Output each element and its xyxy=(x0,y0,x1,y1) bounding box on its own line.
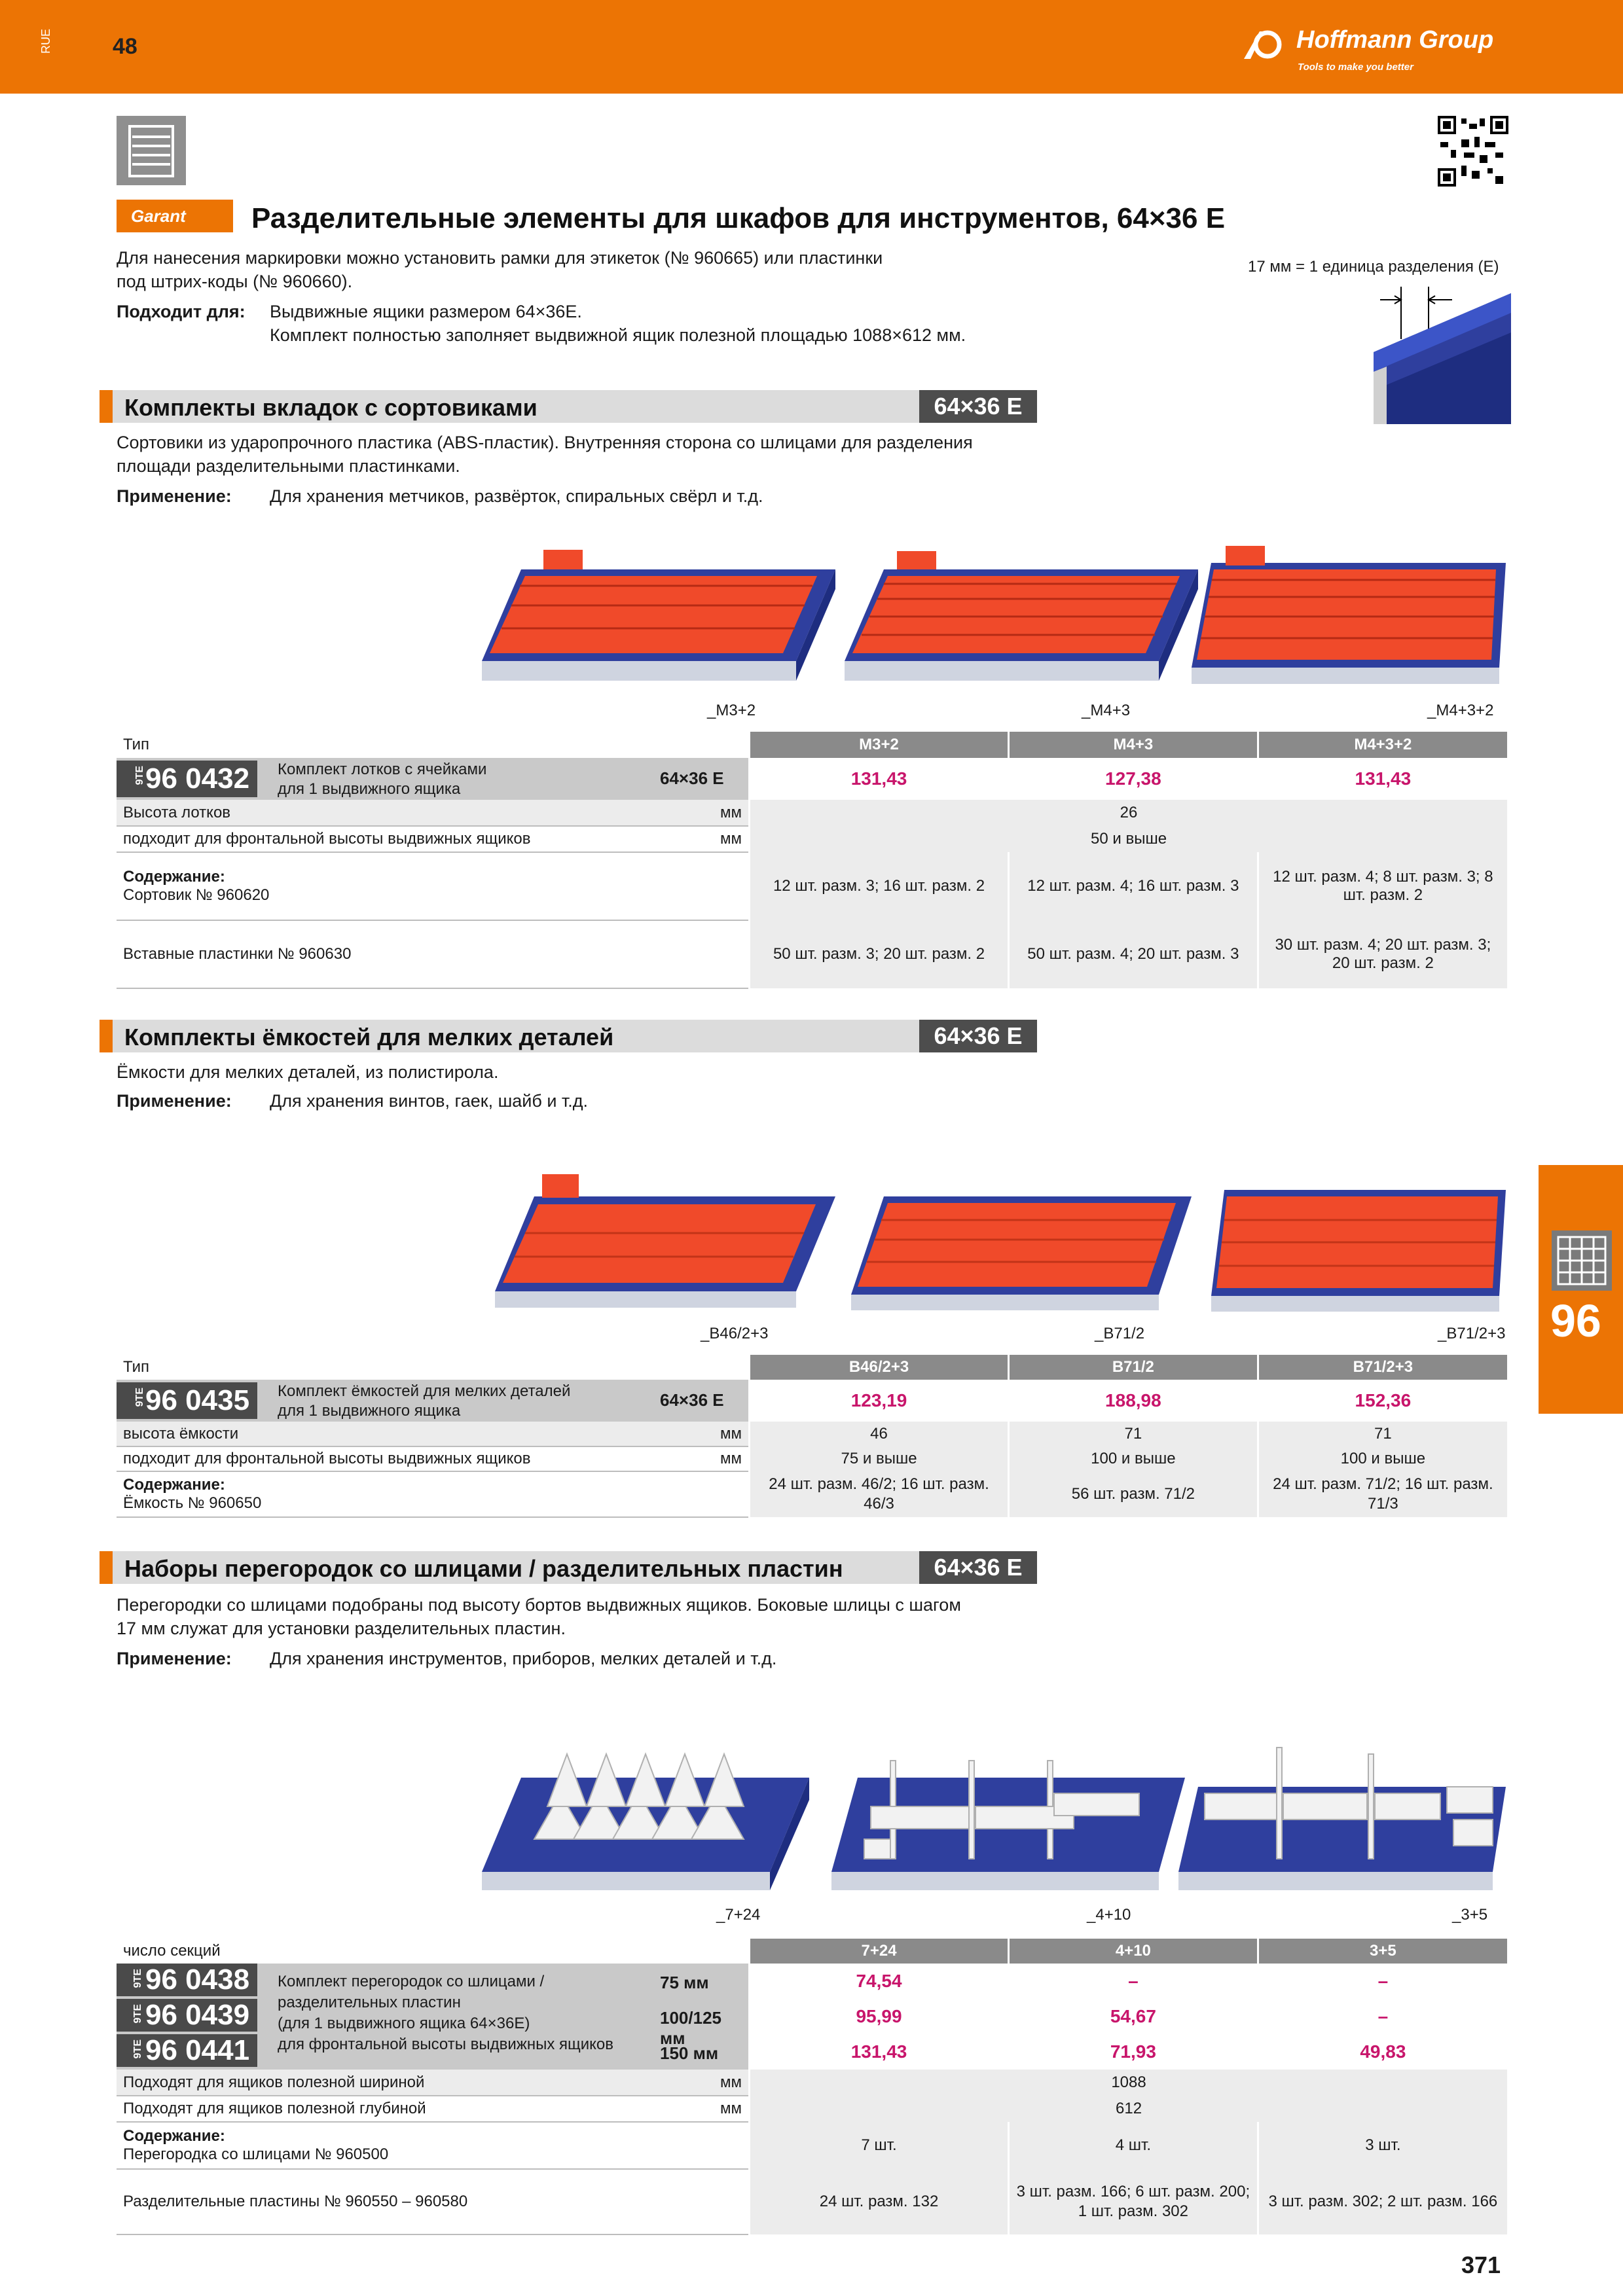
chapter-tab xyxy=(1539,1165,1623,1414)
s3-col-2: 4+10 xyxy=(1009,1939,1258,1964)
s2-height-row xyxy=(117,1422,750,1446)
fits-line-1: Выдвижные ящики размером 64×36E. xyxy=(270,302,582,321)
s1-table xyxy=(117,732,1507,989)
s1-front-row xyxy=(117,826,750,852)
s3-prod-desc-3: (для 1 выдвижного ящика 64×36E) xyxy=(278,2015,530,2032)
division-diagram xyxy=(1374,280,1511,424)
s1-sorter-label: Сортовик № 960620 xyxy=(123,886,270,904)
s1-prod-size: 64×36 E xyxy=(660,768,724,788)
s3-application: Для хранения инструментов, приборов, мелких деталей и т.д. xyxy=(270,1649,777,1668)
brand-tagline: Tools to make you better xyxy=(1298,62,1413,73)
section-1-accent xyxy=(100,390,113,423)
s1-sorter-2: 12 шт. разм. 4; 16 шт. разм. 3 xyxy=(1009,852,1258,920)
s1-front-value: 50 и выше xyxy=(750,826,1507,852)
section-header-1 xyxy=(100,390,1037,423)
s1-application: Для хранения метчиков, развёрток, спиральных свёрл и т.д. xyxy=(270,486,763,506)
s1-product-row xyxy=(117,758,750,800)
section-3-accent xyxy=(100,1551,113,1584)
product-image-m3-2 xyxy=(482,537,835,687)
section-3-size: 64×36 E xyxy=(919,1551,1037,1584)
s1-front-unit: мм xyxy=(720,830,742,848)
s1-sorter-1: 12 шт. разм. 3; 16 шт. разм. 2 xyxy=(750,852,1009,920)
s1-col-3: M4+3+2 xyxy=(1258,732,1507,758)
fits-label: Подходит для: xyxy=(117,302,246,321)
s2-front-2: 100 и выше xyxy=(1009,1446,1258,1471)
s2-height-label: высота ёмкости xyxy=(123,1424,239,1443)
s3-col-1: 7+24 xyxy=(750,1939,1009,1964)
s3-price-2-3: – xyxy=(1258,1999,1507,2034)
s2-front-label: подходит для фронтальной высоты выдвижных ящиков xyxy=(123,1450,531,1467)
section-1-title: Комплекты вкладок с сортовиками xyxy=(124,394,538,421)
s3-product-rows xyxy=(117,1964,750,2070)
section-2-size: 64×36 E xyxy=(919,1020,1037,1052)
s3-price-3-3: 49,83 xyxy=(1258,2034,1507,2070)
s3-width-row xyxy=(117,2070,750,2096)
s3-price-3-1: 131,43 xyxy=(750,2034,1009,2070)
product-image-4-10 xyxy=(831,1741,1185,1892)
s1-prod-desc-2: для 1 выдвижного ящика xyxy=(278,780,461,798)
language-code: RUE xyxy=(39,28,52,54)
s2-col-1: B46/2+3 xyxy=(750,1355,1009,1380)
s1-plates-3: 30 шт. разм. 4; 20 шт. разм. 3; 20 шт. разм. 2 xyxy=(1258,920,1507,988)
cabinet-icon xyxy=(117,116,186,185)
page-number-right: 371 xyxy=(1461,2251,1501,2278)
s3-depth-value: 612 xyxy=(750,2096,1507,2122)
brand-logo xyxy=(1244,25,1506,77)
section-1-size: 64×36 E xyxy=(919,390,1037,423)
product-number: 96 0439 xyxy=(145,1999,250,2031)
s2-height-2: 71 xyxy=(1009,1422,1258,1446)
s3-price-1-1: 74,54 xyxy=(750,1964,1009,1999)
product-prefix: 9TE xyxy=(134,1388,145,1407)
s3-width-value: 1088 xyxy=(750,2070,1507,2096)
s3-plates-3: 3 шт. разм. 302; 2 шт. разм. 166 xyxy=(1258,2169,1507,2234)
s2-front-row xyxy=(117,1446,750,1471)
s2-caption-1: _B46/2+3 xyxy=(701,1325,769,1342)
s1-plates-row xyxy=(117,920,750,988)
s3-part-1: 7 шт. xyxy=(750,2122,1009,2169)
s2-height-3: 71 xyxy=(1258,1422,1507,1446)
s3-part-2: 4 шт. xyxy=(1009,2122,1258,2169)
s3-prod-desc-2: разделительных пластин xyxy=(278,1994,461,2011)
product-prefix: 9TE xyxy=(132,1969,143,1988)
s1-content-label: Содержание: xyxy=(123,868,225,886)
s3-col-3: 3+5 xyxy=(1258,1939,1507,1964)
s3-price-1-2: – xyxy=(1009,1964,1258,1999)
s1-col-1: M3+2 xyxy=(750,732,1009,758)
s2-application-label: Применение: xyxy=(117,1091,232,1111)
grid-icon xyxy=(1552,1230,1612,1291)
s1-sorter-3: 12 шт. разм. 4; 8 шт. разм. 3; 8 шт. разм. 2 xyxy=(1258,852,1507,920)
s1-price-2: 127,38 xyxy=(1009,758,1258,800)
s1-height-unit: мм xyxy=(720,803,742,821)
s3-price-2-1: 95,99 xyxy=(750,1999,1009,2034)
s2-col-2: B71/2 xyxy=(1009,1355,1258,1380)
s1-plates-label: Вставные пластинки № 960630 xyxy=(123,945,352,963)
s3-depth-row xyxy=(117,2096,750,2122)
s3-partition-label: Перегородка со шлицами № 960500 xyxy=(123,2145,389,2163)
s2-prod-desc-2: для 1 выдвижного ящика xyxy=(278,1402,461,1420)
s2-front-3: 100 и выше xyxy=(1258,1446,1507,1471)
product-number-badge xyxy=(117,1999,257,2032)
s1-caption-1: _M3+2 xyxy=(707,702,756,719)
s1-prod-desc-1: Комплект лотков с ячейками xyxy=(278,761,487,778)
s2-container-label: Ёмкость № 960650 xyxy=(123,1494,262,1512)
product-image-3-5 xyxy=(1178,1741,1506,1892)
division-unit-caption: 17 мм = 1 единица разделения (E) xyxy=(1248,258,1499,276)
chapter-number: 96 xyxy=(1550,1295,1601,1346)
s2-price-2: 188,98 xyxy=(1009,1380,1258,1422)
s2-type-label: Тип xyxy=(117,1355,750,1380)
product-number: 96 0435 xyxy=(145,1384,250,1416)
s2-front-1: 75 и выше xyxy=(750,1446,1009,1471)
product-number: 96 0441 xyxy=(145,2034,250,2066)
fits-line-2: Комплект полностью заполняет выдвижной ящик полезной площадью 1088×612 мм. xyxy=(270,325,966,345)
section-2-accent xyxy=(100,1020,113,1052)
s1-application-label: Применение: xyxy=(117,486,232,506)
product-number: 96 0432 xyxy=(145,762,250,795)
s1-desc-1: Сортовики из ударопрочного пластика (ABS-пластик). Внутренняя сторона со шлицами для разделения xyxy=(117,433,973,452)
garant-logo xyxy=(117,200,233,232)
product-prefix: 9TE xyxy=(132,2039,143,2059)
s3-prod-h-2: 100/125 мм xyxy=(660,2008,721,2048)
s2-cont-2: 56 шт. разм. 71/2 xyxy=(1009,1471,1258,1517)
brand-logo-icon xyxy=(1244,29,1291,60)
s3-type-label: число секций xyxy=(117,1939,750,1964)
s2-price-1: 123,19 xyxy=(750,1380,1009,1422)
s3-width-unit: мм xyxy=(720,2073,742,2091)
product-image-b71-2-3 xyxy=(1211,1170,1506,1314)
s2-prod-desc-1: Комплект ёмкостей для мелких деталей xyxy=(278,1382,571,1400)
s2-cont-3: 24 шт. разм. 71/2; 16 шт. разм. 71/3 xyxy=(1258,1471,1507,1517)
s1-sorter-row xyxy=(117,852,750,920)
product-image-b71-2 xyxy=(851,1170,1192,1314)
s2-table xyxy=(117,1355,1507,1518)
s3-prod-desc-1: Комплект перегородок со шлицами / xyxy=(278,1973,545,1990)
s1-caption-3: _M4+3+2 xyxy=(1427,702,1494,719)
s2-height-1: 46 xyxy=(750,1422,1009,1446)
s2-product-row xyxy=(117,1380,750,1422)
s2-price-3: 152,36 xyxy=(1258,1380,1507,1422)
product-image-m4-3-2 xyxy=(1192,537,1506,687)
s2-height-unit: мм xyxy=(720,1424,742,1443)
section-header-2 xyxy=(100,1020,1037,1052)
brand-name: Hoffmann Group xyxy=(1296,26,1494,54)
s3-prod-h-3: 150 мм xyxy=(660,2043,719,2063)
section-2-title: Комплекты ёмкостей для мелких деталей xyxy=(124,1024,614,1050)
s2-caption-3: _B71/2+3 xyxy=(1438,1325,1506,1342)
s3-desc-2: 17 мм служат для установки разделительных пластин. xyxy=(117,1619,566,1638)
product-number-badge xyxy=(117,761,257,797)
s3-prod-h-1: 75 мм xyxy=(660,1973,709,1992)
product-image-m4-3 xyxy=(845,537,1198,687)
s1-plates-2: 50 шт. разм. 4; 20 шт. разм. 3 xyxy=(1009,920,1258,988)
garant-label: Garant xyxy=(131,206,186,226)
s2-cont-1: 24 шт. разм. 46/2; 16 шт. разм. 46/3 xyxy=(750,1471,1009,1517)
s3-plates-1: 24 шт. разм. 132 xyxy=(750,2169,1009,2234)
product-prefix: 9TE xyxy=(132,2004,143,2024)
s2-caption-2: _B71/2 xyxy=(1095,1325,1145,1342)
s3-depth-label: Подходят для ящиков полезной глубиной xyxy=(123,2100,426,2117)
s1-height-label: Высота лотков xyxy=(123,803,231,821)
intro-line-1: Для нанесения маркировки можно установить рамки для этикеток (№ 960665) или пластинки xyxy=(117,248,883,268)
product-number-badge xyxy=(117,2034,257,2067)
s3-part-3: 3 шт. xyxy=(1258,2122,1507,2169)
s1-height-row xyxy=(117,800,750,826)
s1-front-label: подходит для фронтальной высоты выдвижных ящиков xyxy=(123,830,531,848)
s2-content-row xyxy=(117,1471,750,1517)
s3-price-3-2: 71,93 xyxy=(1009,2034,1258,2070)
s1-desc-2: площади разделительными пластинками. xyxy=(117,456,460,476)
s3-prod-desc-4: для фронтальной высоты выдвижных ящиков xyxy=(278,2036,614,2053)
s3-content-label: Содержание: xyxy=(123,2127,225,2145)
s1-price-3: 131,43 xyxy=(1258,758,1507,800)
s3-caption-1: _7+24 xyxy=(716,1906,761,1924)
s3-caption-2: _4+10 xyxy=(1087,1906,1131,1924)
s1-height-value: 26 xyxy=(750,800,1507,826)
s3-desc-1: Перегородки со шлицами подобраны под высоту бортов выдвижных ящиков. Боковые шлицы с шагом xyxy=(117,1595,961,1615)
page-number-left: 48 xyxy=(113,34,137,59)
s2-front-unit: мм xyxy=(720,1450,742,1467)
product-number: 96 0438 xyxy=(145,1964,250,1996)
s3-price-2-2: 54,67 xyxy=(1009,1999,1258,2034)
s2-content-label: Содержание: xyxy=(123,1476,225,1494)
page-title: Разделительные элементы для шкафов для инструментов, 64×36 E xyxy=(251,202,1226,234)
section-header-3 xyxy=(100,1551,1037,1584)
s2-prod-size: 64×36 E xyxy=(660,1390,724,1410)
s3-table xyxy=(117,1939,1507,2235)
section-3-title: Наборы перегородок со шлицами / разделительных пластин xyxy=(124,1555,843,1582)
s1-price-1: 131,43 xyxy=(750,758,1009,800)
s3-partition-row xyxy=(117,2122,750,2169)
s3-caption-3: _3+5 xyxy=(1452,1906,1488,1924)
s2-col-3: B71/2+3 xyxy=(1258,1355,1507,1380)
s3-width-label: Подходят для ящиков полезной шириной xyxy=(123,2073,425,2091)
s1-type-label: Тип xyxy=(117,732,750,758)
product-prefix: 9TE xyxy=(134,766,145,785)
qr-code-icon xyxy=(1438,116,1508,187)
s3-depth-unit: мм xyxy=(720,2100,742,2117)
product-image-b46-2-3 xyxy=(495,1170,835,1314)
s1-caption-2: _M4+3 xyxy=(1082,702,1131,719)
s3-plates-label: Разделительные пластины № 960550 – 960580 xyxy=(123,2193,468,2210)
product-image-7-24 xyxy=(482,1741,822,1892)
s2-application: Для хранения винтов, гаек, шайб и т.д. xyxy=(270,1091,589,1111)
s3-plates-2: 3 шт. разм. 166; 6 шт. разм. 200; 1 шт. разм. 302 xyxy=(1009,2169,1258,2234)
s3-plates-row xyxy=(117,2169,750,2234)
s2-desc-1: Ёмкости для мелких деталей, из полистирола. xyxy=(117,1062,499,1082)
s1-col-2: M4+3 xyxy=(1009,732,1258,758)
s3-application-label: Применение: xyxy=(117,1649,232,1668)
s1-plates-1: 50 шт. разм. 3; 20 шт. разм. 2 xyxy=(750,920,1009,988)
product-number-badge xyxy=(117,1382,257,1419)
intro-line-2: под штрих-коды (№ 960660). xyxy=(117,272,353,291)
s3-price-1-3: – xyxy=(1258,1964,1507,1999)
product-number-badge xyxy=(117,1964,257,1996)
